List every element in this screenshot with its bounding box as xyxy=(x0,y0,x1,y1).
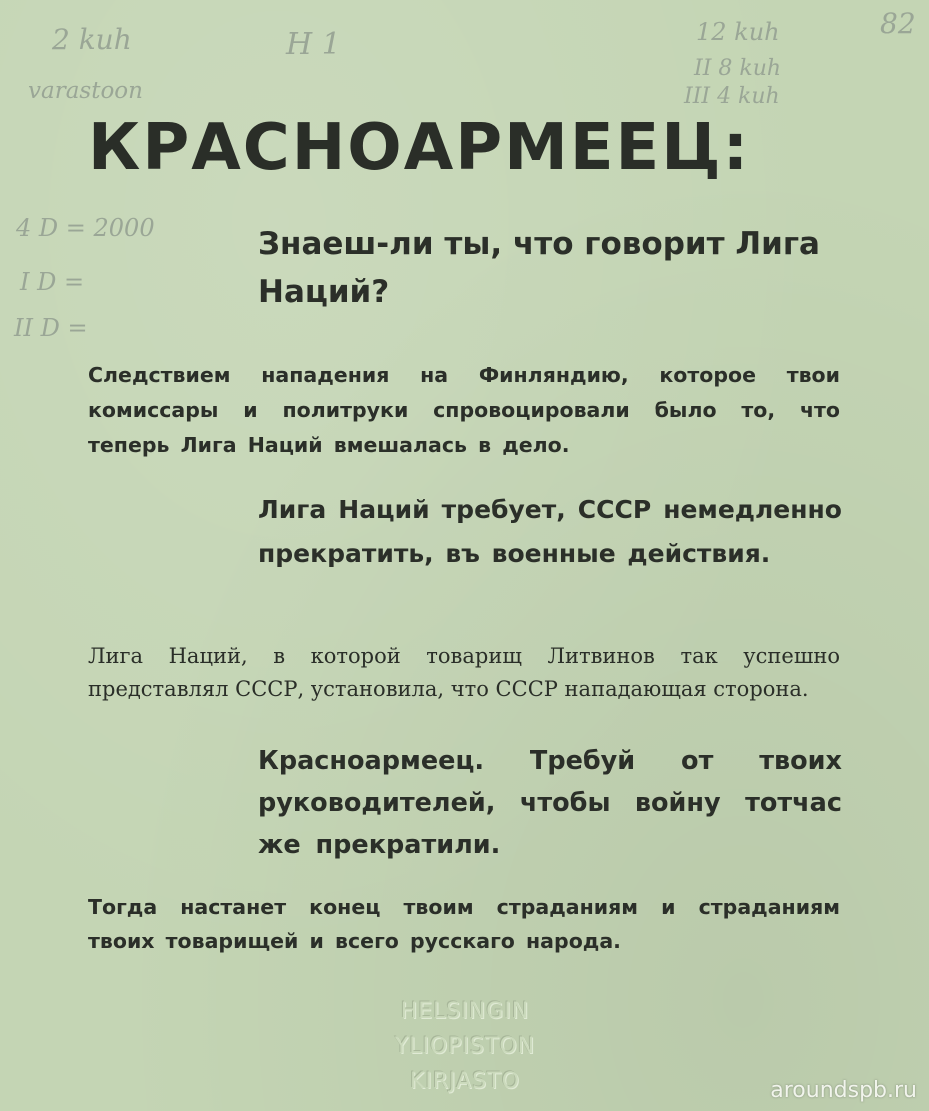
handwritten-note-top-right-1: 12 kuh xyxy=(696,18,780,46)
paragraph-finland-attack: Следствием нападения на Финляндию, которое твои комиссары и политруки спровоцировали было то, что теперь Лига Наций вмешалась в дело. xyxy=(88,363,840,457)
library-stamp-line-1: HELSINGIN xyxy=(400,999,530,1024)
handwritten-note-margin-2: I D = xyxy=(20,268,85,296)
paragraph-litvinov: Лига Наций, в которой товарищ Литвинов так успешно представлял СССР, установила, что СССР нападающая сторона. xyxy=(88,644,840,701)
library-stamp-line-3: KIRJASTO xyxy=(409,1069,521,1094)
bold-statement-demand-stop-war: Красноармеец. Требуй от твоих руководителей, чтобы войну тотчас же прекратили. xyxy=(258,746,842,860)
paragraph-end-of-suffering: Тогда настанет конец твоим страданиям и страданиям твоих товарищей и всего русскаго народа. xyxy=(88,895,840,953)
handwritten-note-top-center: H 1 xyxy=(286,27,341,62)
handwritten-note-top-right-2: II 8 kuh xyxy=(694,56,782,81)
handwritten-note-corner: 82 xyxy=(880,7,916,40)
handwritten-note-margin-3: II D = xyxy=(14,314,88,342)
handwritten-note-top-left-2: varastoon xyxy=(28,78,143,104)
library-stamp-line-2: YLIOPISTON xyxy=(394,1034,536,1059)
leaflet-subheadline: Знаеш-ли ты, что говорит Лига Наций? xyxy=(258,226,820,310)
handwritten-note-top-right-3: III 4 kuh xyxy=(684,84,780,109)
library-stamp xyxy=(360,994,570,1099)
handwritten-note-margin-1: 4 D = 2000 xyxy=(16,214,155,242)
handwritten-note-top-left-1: 2 kuh xyxy=(52,23,132,56)
bold-statement-league-demands: Лига Наций требует, СССР немедленно прекратить, въ военные действия. xyxy=(258,495,842,568)
site-watermark: aroundspb.ru xyxy=(770,1078,917,1103)
leaflet-headline: КРАСНОАРМЕЕЦ: xyxy=(88,111,751,185)
